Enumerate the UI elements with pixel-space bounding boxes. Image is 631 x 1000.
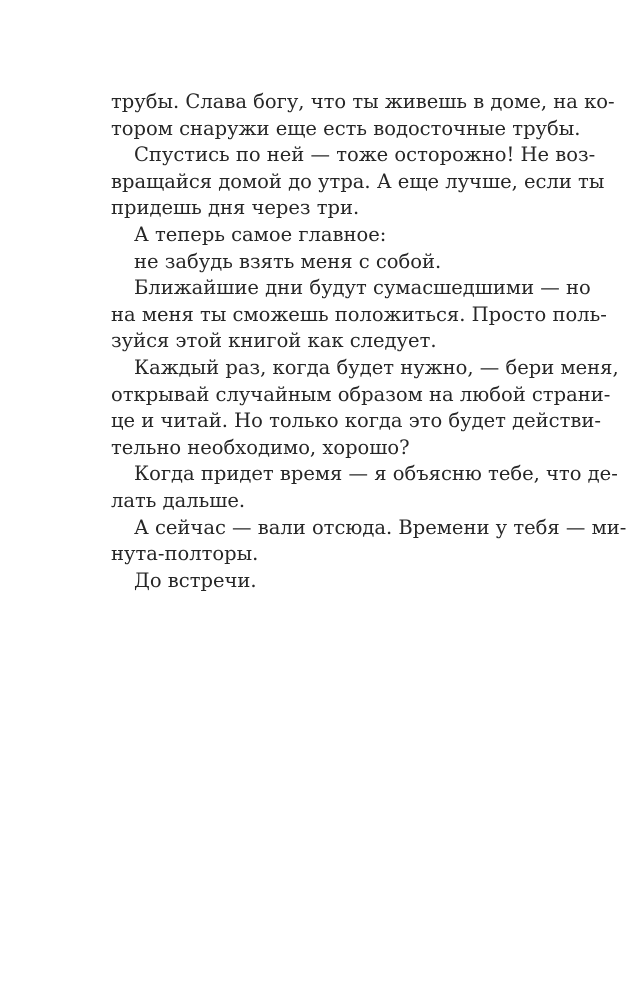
text-line: нута-полторы. xyxy=(111,542,259,566)
text-line: на меня ты сможешь положиться. Просто поль- xyxy=(111,302,607,326)
text-line: Ближайшие дни будут сумасшедшими — но xyxy=(134,276,591,300)
text-line: Спустись по ней — тоже осторожно! Не воз- xyxy=(134,143,596,167)
text-line: вращайся домой до утра. А еще лучше, если ты xyxy=(111,169,605,193)
text-line: лать дальше. xyxy=(111,488,246,512)
paragraph xyxy=(111,222,553,249)
text-line: А сейчас — вали отсюда. Времени у тебя — ми- xyxy=(134,515,627,539)
text-line: зуйся этой книгой как следует. xyxy=(111,329,437,353)
page-text xyxy=(111,89,627,594)
text-line: не забудь взять меня с собой. xyxy=(134,249,442,273)
text-line: А теперь самое главное: xyxy=(134,222,387,246)
paragraph xyxy=(111,89,615,142)
text-line: открывай случайным образом на любой страни- xyxy=(111,382,611,406)
text-line: придешь дня через три. xyxy=(111,196,360,220)
paragraph xyxy=(111,142,605,222)
text-line: трубы. Слава богу, что ты живешь в доме, на ко- xyxy=(111,90,615,113)
text-line: тельно необходимо, хорошо? xyxy=(111,435,410,459)
paragraph xyxy=(111,275,607,355)
text-line: це и читай. Но только когда это будет действи- xyxy=(111,409,601,433)
text-line: Каждый раз, когда будет нужно, — бери меня, xyxy=(134,355,619,379)
paragraph xyxy=(111,515,627,568)
paragraph xyxy=(111,461,618,514)
paragraph xyxy=(111,249,553,276)
text-line: тором снаружи еще есть водосточные трубы. xyxy=(111,116,581,140)
text-line: До встречи. xyxy=(134,568,257,592)
paragraph xyxy=(111,568,553,595)
text-line: Когда придет время — я объясню тебе, что де- xyxy=(134,462,618,486)
paragraph xyxy=(111,355,619,461)
